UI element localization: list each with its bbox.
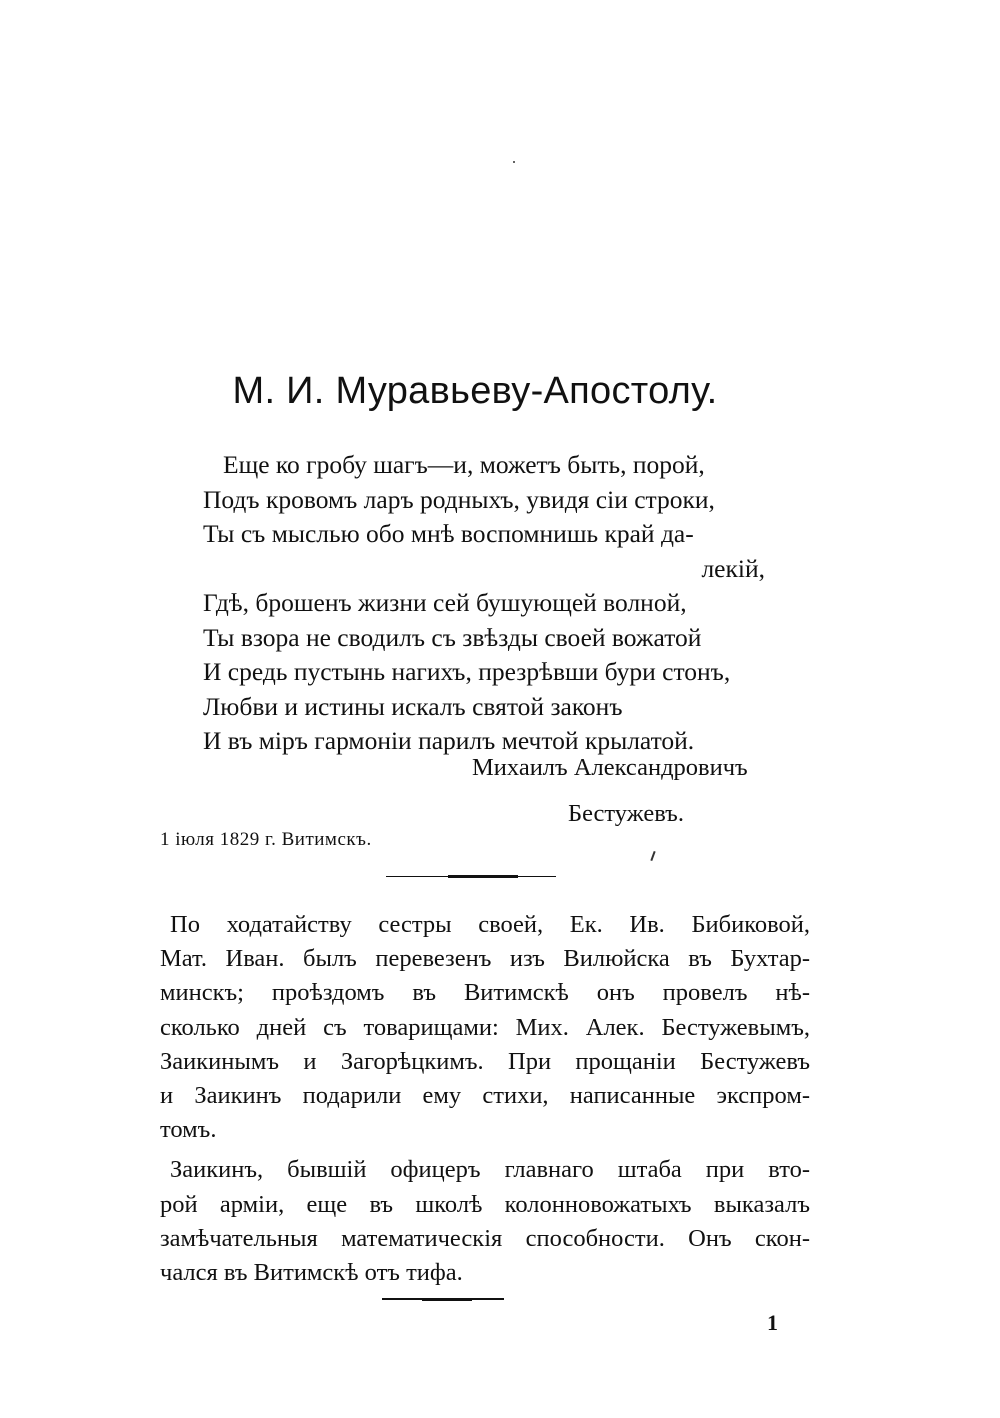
poem-body: [203, 448, 823, 759]
commentary-line: замѣчательныя математическiя способности. Онъ скон-: [160, 1224, 810, 1252]
print-mark: [650, 851, 655, 861]
commentary-line: По ходатайству сестры своей, Ек. Ив. Бибиковой,: [170, 911, 810, 938]
commentary-line: сколько дней съ товарищами: Мих. Алек. Бестужевымъ,: [160, 1013, 810, 1041]
commentary-line: Заикинъ, бывшiй офицеръ главнаго штаба при вто-: [170, 1156, 810, 1184]
poem-line: И средь пустынь нагихъ, презрѣвши бури стонъ,: [203, 657, 731, 686]
poem-line: Любви и истины искалъ святой законъ: [203, 691, 623, 721]
commentary-line: Заикинымъ и Загорѣцкимъ. При прощанiи Бестужевъ: [160, 1047, 810, 1075]
date-place-line: 1 iюля 1829 г. Витимскъ.: [160, 829, 372, 850]
commentary-paragraph-2: [160, 1153, 810, 1290]
commentary-line: Мат. Иван. былъ перевезенъ изъ Вилюйска въ Бухтар-: [160, 945, 810, 973]
poem-line: И въ мiръ гармонiи парилъ мечтой крылатой.: [203, 726, 695, 755]
commentary-paragraph-1: [160, 908, 810, 1147]
commentary: [160, 908, 810, 1296]
commentary-line: томъ.: [160, 1116, 217, 1144]
poem-line: Ты съ мыслью обо мнѣ воспомнишь край да-: [203, 519, 694, 548]
poem-line: Гдѣ, брошенъ жизни сей бушующей волной,: [203, 588, 687, 617]
commentary-line: чался въ Витимскѣ отъ тифа.: [160, 1259, 463, 1287]
divider-thick-segment: [422, 1298, 472, 1301]
commentary-line: и Заикинъ подарили ему стихи, написанные экспром-: [160, 1082, 810, 1110]
poem-title: М. И. Муравьеву-Апостолу.: [232, 370, 718, 412]
signature-name: Михаилъ Александровичъ: [472, 754, 748, 781]
section-divider: [386, 876, 556, 877]
poem-line: Еще ко гробу шагъ—и, можетъ быть, порой,: [223, 450, 705, 479]
poem-line: Подъ кровомъ ларъ родныхъ, увидя сiи строки,: [203, 484, 715, 514]
poem-line-continuation: лекiй,: [701, 553, 765, 583]
signature-surname: Бестужевъ.: [568, 800, 684, 827]
poem-line: Ты взора не сводилъ съ звѣзды своей вожатой: [203, 622, 702, 652]
commentary-line: минскъ; проѣздомъ въ Витимскѣ онъ провелъ нѣ-: [160, 979, 810, 1007]
divider-thick-segment: [448, 875, 518, 878]
commentary-line: рой армiи, еще въ школѣ колонновожатыхъ выказалъ: [160, 1190, 810, 1218]
print-speck: [513, 161, 515, 163]
page-number: 1: [767, 1310, 778, 1335]
end-divider: [382, 1298, 504, 1300]
